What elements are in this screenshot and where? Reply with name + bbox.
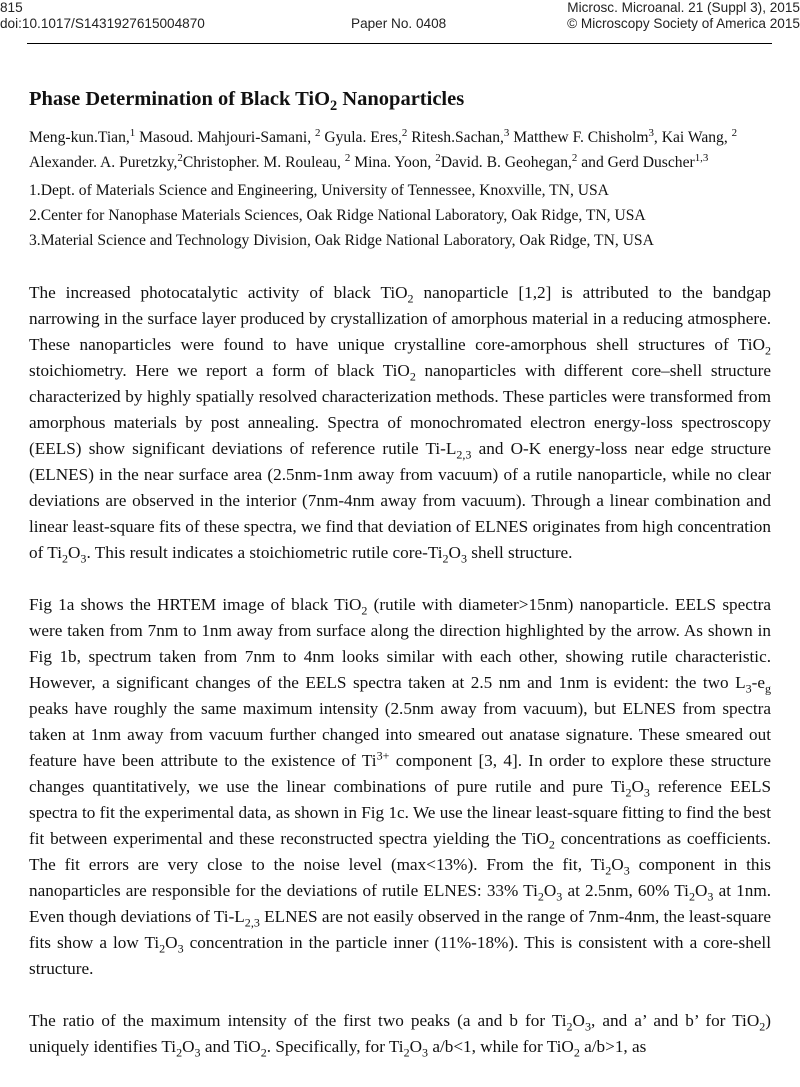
article-content bbox=[29, 84, 771, 1060]
author: and Gerd Duscher bbox=[577, 154, 695, 171]
paragraph-1: The increased photocatalytic activity of black TiO$_2$ nanoparticle [1,2] is attributed to the bandgap narrowing in the surface layer produced by crystallization of amorphous material in a reducing atmosphere. These nanoparticles were found to have unique crystalline core-amorphous shell structures of TiO$_2$ stoichiometry. Here we report a form of black TiO$_2$ nanoparticles with different core–shell structure characterized by highly spatially resolved characterization methods. These particles were transformed from amorphous materials by post annealing. Spectra of monochromated electron energy-loss spectroscopy (EELS) show significant deviations of reference rutile $Ti-L_{2,3}$ and O-K energy-loss near edge structure (ELNES) in the near surface area (2.5nm-1nm away from vacuum) of a rutile nanoparticle, while no clear deviations are observed in the interior (7nm-4nm away from vacuum). Through a linear combination and linear least-square fits of these spectra, we find that deviation of ELNES originates from high concentration of $Ti_2O_3$. This result indicates a stoichiometric rutile core-$Ti_2O_3$ shell structure. bbox=[29, 283, 771, 566]
article-title: Phase Determination of Black TiO$_2$ Nanoparticles bbox=[29, 88, 465, 115]
author-affiliation-mark: 3 bbox=[503, 126, 510, 139]
running-head-right bbox=[567, 0, 800, 32]
paragraph-2: Fig 1a shows the HRTEM image of black TiO$_2$ (rutile with diameter>15nm) nanoparticle. EELS spectra were taken from 7nm to 1nm away from surface along the direction highlighted by the arrow. As shown in Fig 1b, spectrum taken from 7nm to 4nm looks similar with each other, showing rutile characteristic. However, a significant changes of the EELS spectra taken at 2.5 nm and 1nm is evident: the two $L_3-e_g$ peaks have roughly the same maximum intensity (2.5nm away from vacuum), but ELNES from spectra taken at 1nm away from vacuum further changed into smeared out anatase signature. These smeared out feature have been attribute to the existence of $Ti^{3+}$ component [3, 4]. In order to explore these structure changes quantitatively, we use the linear combinations of pure rutile and pure $Ti_2O_3$ reference EELS spectra to fit the experimental data, as shown in Fig 1c. We use the linear least-square fitting to find the best fit between experimental and these reconstructed spectra yielding the TiO$_2$ concentrations as coefficients. The fit errors are very close to the noise level (max<13%). From the fit, $Ti_2O_3$ component in this nanoparticles are responsible for the deviations of rutile ELNES: 33% $Ti_2O_3$ at 2.5nm, 60% $Ti_2O_3$ at 1nm. Even though deviations of $Ti-L_{2,3}$ ELNES are not easily observed in the range of 7nm-4nm, the least-square fits show a low $Ti_2O_3$ concentration in the particle inner (11%-18%). This is consistent with a core-shell structure. bbox=[29, 595, 772, 978]
running-head bbox=[0, 0, 800, 44]
running-head-left bbox=[0, 0, 205, 32]
author-affiliation-mark: 1,3 bbox=[694, 151, 709, 164]
author-affiliation-mark: 2 bbox=[315, 126, 321, 139]
author: Masoud. Mahjouri-Samani, bbox=[135, 129, 315, 146]
author: Meng-kun.Tian, bbox=[29, 129, 130, 146]
paper-number: Paper No. 0408 bbox=[351, 16, 447, 31]
author-affiliation-mark: 3 bbox=[648, 126, 654, 139]
doi[interactable]: doi:10.1017/S1431927615004870 bbox=[0, 16, 205, 31]
affiliation-3: 3.Material Science and Technology Division, Oak Ridge National Laboratory, Oak Ridge, TN, USA bbox=[29, 232, 654, 249]
author-affiliation-mark: 2 bbox=[401, 126, 408, 139]
author-affiliation-mark: 2 bbox=[344, 151, 351, 164]
author-affiliation-mark: 1 bbox=[129, 126, 136, 139]
copyright-notice: © Microscopy Society of America 2015 bbox=[567, 16, 800, 31]
author-affiliation-mark: 2 bbox=[571, 151, 578, 164]
affiliation-1: 1.Dept. of Materials Science and Engineering, University of Tennessee, Knoxville, TN, USA bbox=[29, 182, 609, 199]
page-number: 815 bbox=[0, 0, 23, 15]
author: Gyula. Eres, bbox=[320, 129, 402, 146]
author: , Kai Wang, bbox=[653, 129, 732, 146]
affiliation-2: 2.Center for Nanophase Materials Sciences, Oak Ridge National Laboratory, Oak Ridge, TN, USA bbox=[29, 207, 646, 224]
author-affiliation-mark: 2 bbox=[731, 126, 738, 139]
affiliation-list bbox=[29, 178, 771, 253]
author: Matthew F. Chisholm bbox=[509, 129, 649, 146]
author: David. B. Geohegan, bbox=[440, 154, 572, 171]
author: Christopher. M. Rouleau, bbox=[182, 154, 345, 171]
author: Alexander. A. Puretzky, bbox=[29, 154, 178, 171]
journal-citation: Microsc. Microanal. 21 (Suppl 3), 2015 bbox=[567, 0, 800, 15]
body-text bbox=[29, 280, 771, 1060]
author-affiliation-mark: 2 bbox=[177, 151, 183, 164]
author: Ritesh.Sachan, bbox=[407, 129, 504, 146]
author-affiliation-mark: 2 bbox=[435, 151, 441, 164]
header-rule bbox=[27, 43, 772, 44]
author: Mina. Yoon, bbox=[350, 154, 436, 171]
paragraph-3: The ratio of the maximum intensity of the first two peaks (a and b for $Ti_2O_3$, and a’ and b’ for TiO$_2$) uniquely identifies $Ti_2O_3$ and TiO$_2$. Specifically, for $Ti_2O_3$ a/b<1, while for TiO$_2$ a/b>1, as bbox=[29, 1011, 771, 1060]
author-list bbox=[29, 125, 771, 175]
